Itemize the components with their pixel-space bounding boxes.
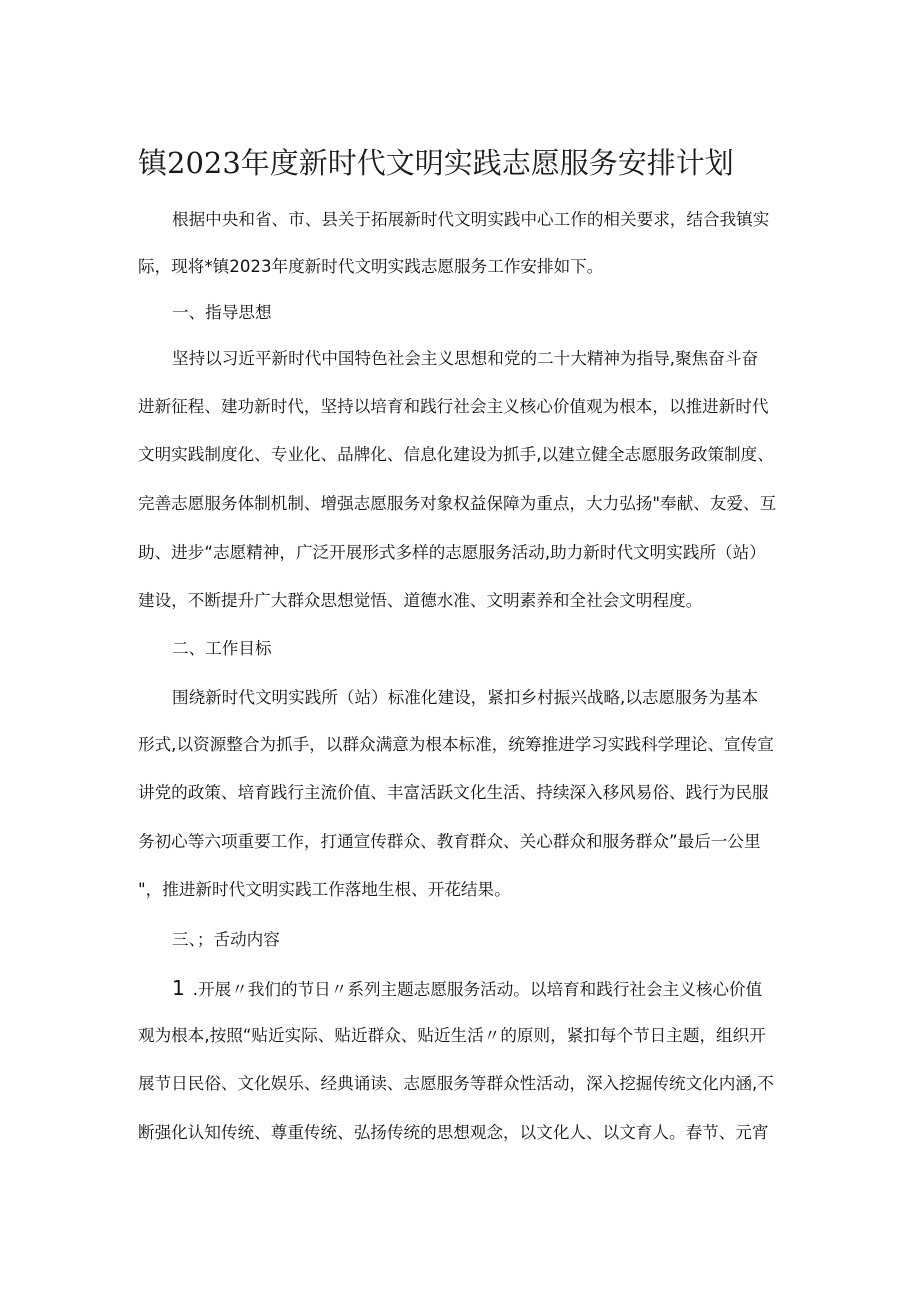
paragraph-line: 助、进步“志愿精神，广泛开展形式多样的志愿服务活动,助力新时代文明实践所（站） (138, 543, 766, 562)
paragraph-line: 坚持以习近平新时代中国特色社会主义思想和党的二十大精神为指导,聚焦奋斗奋 (172, 349, 759, 368)
paragraph-line: 形式,以资源整合为抓手，以群众满意为根本标准，统筹推进学习实践科学理论、宣传宣 (138, 735, 774, 754)
paragraph-line: 断强化认知传统、尊重传统、弘扬传统的思想观念，以文化人、以文育人。春节、元宵 (138, 1123, 769, 1142)
paragraph-line: 围绕新时代文明实践所（站）标准化建设，紧扣乡村振兴战略,以志愿服务为基本 (172, 688, 759, 707)
section-heading-1: 一、指导思想 (172, 303, 272, 322)
list-item-text: .开展〃我们的节日〃系列主题志愿服务活动。以培育和践行社会主义核心价值 (192, 980, 763, 999)
list-item-1-line (172, 976, 822, 1002)
paragraph-line: 讲党的政策、培育践行主流价值、丰富活跃文化生活、持续深入移风易俗、践行为民服 (138, 783, 769, 802)
paragraph-line: 建设，不断提升广大群众思想觉悟、道德水准、文明素养和全社会文明程度。 (138, 591, 703, 610)
section-heading-2: 二、工作目标 (172, 639, 272, 658)
paragraph-line: 文明实践制度化、专业化、品牌化、信息化建设为抓手,以建立健全志愿服务政策制度、 (138, 445, 774, 464)
list-item-number: 1 (172, 976, 185, 1000)
intro-line-2: 际，现将*镇2023年度新时代文明实践志愿服务工作安排如下。 (138, 257, 604, 276)
paragraph-line: 观为根本,按照“贴近实际、贴近群众、贴近生活〃的原则，紧扣每个节日主题，组织开 (138, 1026, 766, 1045)
paragraph-line: 务初心等六项重要工作，打通宣传群众、教育群众、关心群众和服务群众”最后一公里 (138, 832, 761, 851)
paragraph-line: 展节日民俗、文化娱乐、经典诵读、志愿服务等群众性活动，深入挖掘传统文化内涵,不 (138, 1074, 774, 1093)
intro-line-1: 根据中央和省、市、县关于拓展新时代文明实践中心工作的相关要求，结合我镇实 (172, 210, 770, 229)
section-heading-3: 三、；舌动内容 (172, 930, 280, 949)
document-title: 镇2023年度新时代文明实践志愿服务安排计划 (138, 146, 734, 180)
paragraph-line: "，推进新时代文明实践工作落地生根、开花结果。 (138, 880, 511, 899)
paragraph-line: 进新征程、建功新时代，坚持以培育和践行社会主义核心价值观为根本，以推进新时代 (138, 397, 769, 416)
paragraph-line: 完善志愿服务体制机制、增强志愿服务对象权益保障为重点，大力弘扬"奉献、友爱、互 (138, 494, 777, 513)
